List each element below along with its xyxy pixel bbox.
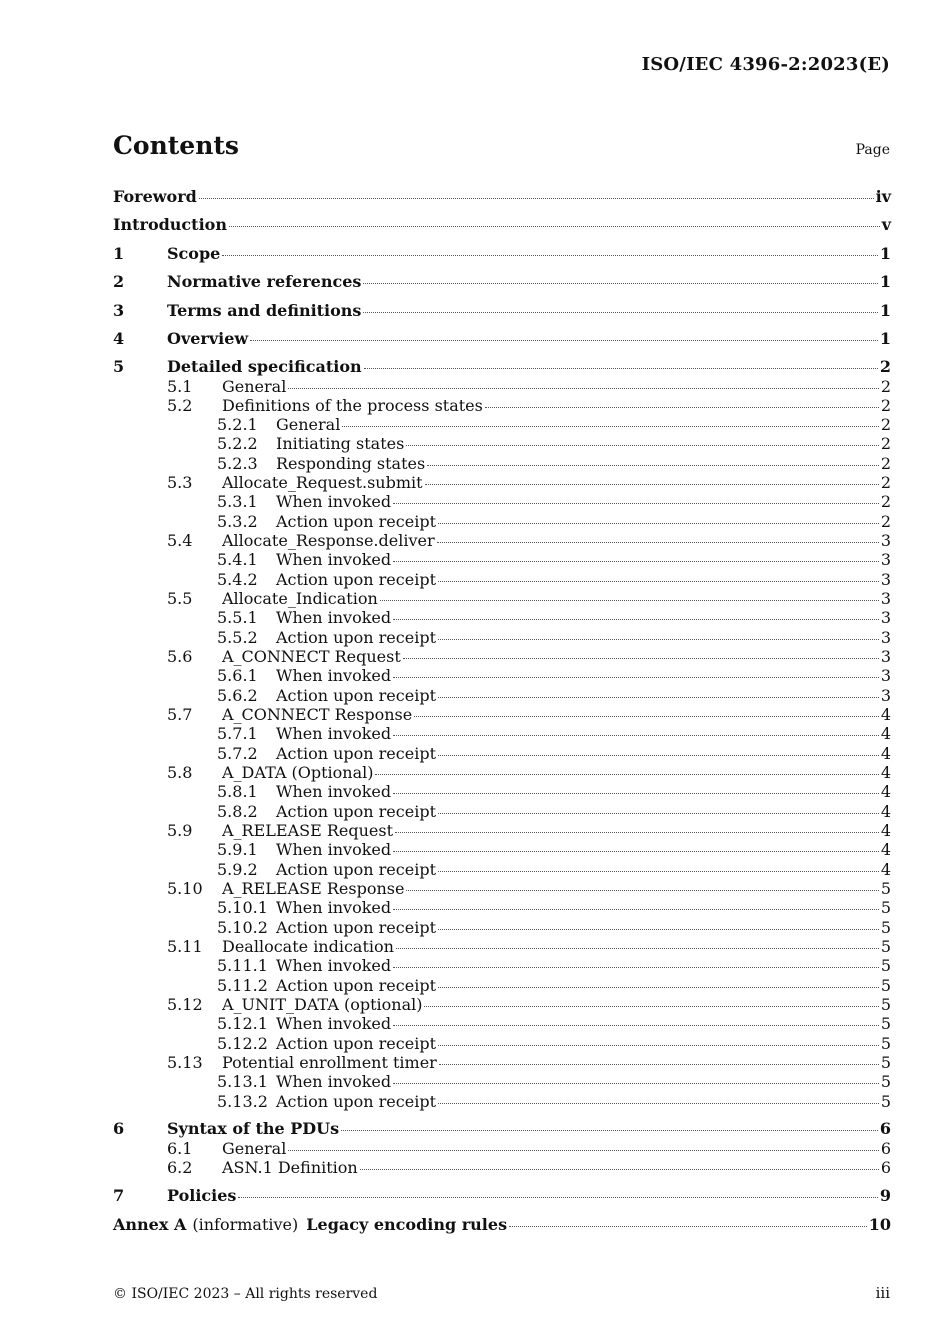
toc-entry-title: When invoked bbox=[276, 1014, 392, 1033]
toc-entry-number: 5.12.2 bbox=[217, 1034, 268, 1053]
toc-entry-number: 5.3 bbox=[167, 473, 193, 492]
toc-entry-title: General bbox=[276, 415, 341, 434]
toc-entry-title: Annex A bbox=[113, 1215, 187, 1234]
toc-entry[interactable] bbox=[113, 301, 891, 320]
toc-entry-title: Foreword bbox=[113, 187, 197, 206]
toc-entry-page: 2 bbox=[880, 454, 891, 473]
toc-entry-annex-title: Legacy encoding rules bbox=[306, 1215, 508, 1234]
toc-entry-title: A_CONNECT Request bbox=[222, 647, 401, 666]
toc-entry-page: 4 bbox=[880, 821, 891, 840]
footer-page-number: iii bbox=[875, 1284, 890, 1302]
dot-leader bbox=[363, 311, 877, 313]
dot-leader bbox=[341, 1129, 878, 1131]
toc-entry-page: 4 bbox=[880, 782, 891, 801]
toc-entry[interactable] bbox=[167, 531, 891, 550]
toc-entry-title: Terms and definitions bbox=[167, 301, 362, 320]
dot-leader bbox=[393, 618, 879, 620]
dot-leader bbox=[360, 1168, 879, 1170]
toc-entry[interactable] bbox=[167, 995, 891, 1014]
toc-entry-number: 5.13 bbox=[167, 1053, 203, 1072]
toc-entry-page: 3 bbox=[880, 628, 891, 647]
dot-leader bbox=[364, 367, 878, 369]
toc-entry-number: 5.11.2 bbox=[217, 976, 268, 995]
toc-entry-title: Syntax of the PDUs bbox=[167, 1119, 340, 1138]
toc-entry-number: 5.6 bbox=[167, 647, 193, 666]
toc-entry-number: 5.7 bbox=[167, 705, 193, 724]
toc-entry-page: 3 bbox=[880, 686, 891, 705]
toc-entry-page: 3 bbox=[880, 531, 891, 550]
toc-entry-number: 5.7.2 bbox=[217, 744, 258, 763]
toc-entry-number: 5.8 bbox=[167, 763, 193, 782]
toc-entry[interactable] bbox=[217, 454, 891, 473]
toc-entry-title: Action upon receipt bbox=[276, 512, 436, 531]
toc-entry[interactable] bbox=[167, 763, 891, 782]
toc-entry-page: 5 bbox=[880, 1034, 891, 1053]
dot-leader bbox=[222, 254, 878, 256]
page-column-label: Page bbox=[855, 142, 890, 158]
toc-entry-title: When invoked bbox=[276, 782, 392, 801]
toc-entry-number: 5.4.1 bbox=[217, 550, 258, 569]
dot-leader bbox=[437, 541, 879, 543]
dot-leader bbox=[406, 444, 879, 446]
toc-entry-title: Potential enrollment timer bbox=[222, 1053, 437, 1072]
dot-leader bbox=[229, 225, 880, 227]
toc-entry-number: 5.9 bbox=[167, 821, 193, 840]
dot-leader bbox=[424, 1005, 878, 1007]
dot-leader bbox=[425, 483, 879, 485]
toc-entry[interactable] bbox=[217, 686, 891, 705]
toc-entry-page: 3 bbox=[880, 550, 891, 569]
dot-leader bbox=[438, 1102, 879, 1104]
toc-entry-title: A_DATA (Optional) bbox=[222, 763, 374, 782]
dot-leader bbox=[363, 282, 877, 284]
toc-entry-title: Action upon receipt bbox=[276, 918, 436, 937]
toc-entry-page: 2 bbox=[880, 377, 891, 396]
toc-entry-title: ASN.1 Definition bbox=[222, 1158, 358, 1177]
toc-entry[interactable] bbox=[217, 956, 891, 975]
toc-entry-page: 4 bbox=[880, 705, 891, 724]
toc-entry-title: Detailed specification bbox=[167, 357, 362, 376]
toc-entry-annex-type: (informative) bbox=[192, 1215, 299, 1234]
toc-entry[interactable] bbox=[167, 705, 891, 724]
toc-entry[interactable] bbox=[217, 744, 891, 763]
toc-entry-title: Action upon receipt bbox=[276, 1092, 436, 1111]
toc-entry-number: 5.12.1 bbox=[217, 1014, 268, 1033]
toc-entry[interactable] bbox=[217, 434, 891, 453]
dot-leader bbox=[438, 638, 879, 640]
toc-entry[interactable] bbox=[167, 937, 891, 956]
toc-entry-number: 5.13.2 bbox=[217, 1092, 268, 1111]
toc-entry-title: Action upon receipt bbox=[276, 976, 436, 995]
toc-entry[interactable] bbox=[217, 1034, 891, 1053]
dot-leader bbox=[393, 676, 879, 678]
toc-entry[interactable] bbox=[217, 840, 891, 859]
dot-leader bbox=[414, 715, 879, 717]
toc-entry-title: General bbox=[222, 1139, 287, 1158]
toc-entry[interactable] bbox=[217, 724, 891, 743]
toc-entry-number: 5.11.1 bbox=[217, 956, 268, 975]
dot-leader bbox=[438, 870, 879, 872]
toc-entry[interactable] bbox=[217, 898, 891, 917]
toc-entry-page: 5 bbox=[880, 1092, 891, 1111]
toc-entry-page: 2 bbox=[879, 357, 891, 376]
dot-leader bbox=[438, 928, 879, 930]
toc-entry-title: A_UNIT_DATA (optional) bbox=[222, 995, 423, 1014]
dot-leader bbox=[438, 580, 879, 582]
toc-entry-number: 6.2 bbox=[167, 1158, 193, 1177]
toc-entry-number: 2 bbox=[113, 272, 125, 291]
toc-entry-page: 3 bbox=[880, 647, 891, 666]
toc-entry-title: Action upon receipt bbox=[276, 686, 436, 705]
toc-entry-title: A_RELEASE Request bbox=[222, 821, 394, 840]
toc-entry-number: 5 bbox=[113, 357, 125, 376]
toc-entry-title: Introduction bbox=[113, 215, 227, 234]
contents-title: Contents bbox=[113, 131, 240, 160]
toc-entry[interactable] bbox=[167, 1139, 891, 1158]
toc-entry-number: 5.1 bbox=[167, 377, 193, 396]
toc-entry-number: 5.10.2 bbox=[217, 918, 268, 937]
dot-leader bbox=[393, 1024, 879, 1026]
dot-leader bbox=[393, 850, 879, 852]
dot-leader bbox=[438, 812, 879, 814]
toc-entry-page: 3 bbox=[880, 608, 891, 627]
toc-entry-number: 5.3.1 bbox=[217, 492, 258, 511]
toc-entry-title: Allocate_Response.deliver bbox=[222, 531, 435, 550]
toc-entry-number: 5.2.3 bbox=[217, 454, 258, 473]
dot-leader bbox=[393, 560, 879, 562]
toc-entry[interactable] bbox=[113, 1186, 891, 1205]
toc-entry[interactable] bbox=[113, 1119, 891, 1138]
toc-entry-page: 2 bbox=[880, 415, 891, 434]
toc-entry-page: 6 bbox=[880, 1158, 891, 1177]
toc-entry-title: Allocate_Request.submit bbox=[222, 473, 423, 492]
dot-leader bbox=[288, 1149, 878, 1151]
toc-entry-number: 5.11 bbox=[167, 937, 203, 956]
toc-entry-page: 5 bbox=[880, 1072, 891, 1091]
toc-entry-number: 5.5.2 bbox=[217, 628, 258, 647]
toc-entry[interactable] bbox=[167, 377, 891, 396]
toc-entry[interactable] bbox=[113, 187, 891, 206]
toc-entry-page: iv bbox=[875, 187, 891, 206]
toc-entry-page: 1 bbox=[879, 329, 891, 348]
dot-leader bbox=[380, 599, 879, 601]
toc-entry-number: 5.10 bbox=[167, 879, 203, 898]
toc-entry-title: When invoked bbox=[276, 840, 392, 859]
toc-entry-page: 10 bbox=[868, 1215, 891, 1234]
toc-entry-title: Allocate_Indication bbox=[222, 589, 378, 608]
toc-entry-title: When invoked bbox=[276, 1072, 392, 1091]
toc-entry-title: Responding states bbox=[276, 454, 426, 473]
toc-entry-page: 2 bbox=[880, 492, 891, 511]
toc-entry[interactable] bbox=[113, 244, 891, 263]
toc-entry[interactable] bbox=[113, 357, 891, 376]
toc-entry-title: A_CONNECT Response bbox=[222, 705, 413, 724]
toc-entry-page: 2 bbox=[880, 434, 891, 453]
toc-entry-page: 9 bbox=[879, 1186, 891, 1205]
toc-entry-page: 2 bbox=[880, 473, 891, 492]
toc-entry-page: 5 bbox=[880, 918, 891, 937]
toc-entry-title: Policies bbox=[167, 1186, 237, 1205]
toc-entry-number: 5.4 bbox=[167, 531, 193, 550]
toc-entry[interactable] bbox=[167, 1053, 891, 1072]
toc-entry-title: Normative references bbox=[167, 272, 362, 291]
toc-entry-page: 3 bbox=[880, 570, 891, 589]
toc-entry-number: 5.12 bbox=[167, 995, 203, 1014]
toc-entry[interactable] bbox=[167, 396, 891, 415]
dot-leader bbox=[438, 696, 879, 698]
toc-entry[interactable] bbox=[217, 570, 891, 589]
toc-entry-page: 1 bbox=[879, 244, 891, 263]
dot-leader bbox=[427, 464, 879, 466]
toc-entry-title: When invoked bbox=[276, 492, 392, 511]
dot-leader bbox=[393, 792, 879, 794]
toc-entry-number: 5.2 bbox=[167, 396, 193, 415]
toc-entry-page: 5 bbox=[880, 976, 891, 995]
toc-entry-number: 6 bbox=[113, 1119, 125, 1138]
toc-entry[interactable] bbox=[167, 473, 891, 492]
toc-entry[interactable] bbox=[217, 860, 891, 879]
dot-leader bbox=[393, 734, 879, 736]
toc-entry-title: Definitions of the process states bbox=[222, 396, 483, 415]
dot-leader bbox=[403, 657, 879, 659]
dot-leader bbox=[485, 406, 879, 408]
toc-entry-number: 5.4.2 bbox=[217, 570, 258, 589]
toc-entry-title: Action upon receipt bbox=[276, 744, 436, 763]
toc-entry-page: 6 bbox=[879, 1119, 891, 1138]
toc-entry[interactable] bbox=[113, 272, 891, 291]
toc-entry[interactable] bbox=[113, 215, 891, 234]
toc-entry-title: When invoked bbox=[276, 956, 392, 975]
toc-entry[interactable] bbox=[217, 492, 891, 511]
dot-leader bbox=[288, 387, 878, 389]
toc-entry-page: v bbox=[881, 215, 891, 234]
toc-entry[interactable] bbox=[217, 918, 891, 937]
toc-entry-title: General bbox=[222, 377, 287, 396]
toc-entry-page: 5 bbox=[880, 898, 891, 917]
toc-entry-number: 5.9.2 bbox=[217, 860, 258, 879]
toc-entry-number: 4 bbox=[113, 329, 125, 348]
dot-leader bbox=[438, 986, 879, 988]
toc-entry[interactable] bbox=[217, 802, 891, 821]
toc-entry[interactable] bbox=[113, 1215, 891, 1234]
toc-entry[interactable] bbox=[217, 976, 891, 995]
toc-entry[interactable] bbox=[167, 879, 891, 898]
toc-entry-title: When invoked bbox=[276, 550, 392, 569]
dot-leader bbox=[396, 947, 879, 949]
toc-entry-number: 5.13.1 bbox=[217, 1072, 268, 1091]
dot-leader bbox=[438, 1044, 879, 1046]
toc-entry-page: 5 bbox=[880, 956, 891, 975]
toc-entry-title: When invoked bbox=[276, 608, 392, 627]
toc-entry-page: 4 bbox=[880, 860, 891, 879]
toc-entry-number: 5.6.1 bbox=[217, 666, 258, 685]
toc-entry-number: 3 bbox=[113, 301, 125, 320]
toc-entry[interactable] bbox=[217, 1092, 891, 1111]
toc-entry-number: 5.10.1 bbox=[217, 898, 268, 917]
dot-leader bbox=[250, 339, 878, 341]
toc-entry[interactable] bbox=[113, 329, 891, 348]
toc-entry[interactable] bbox=[217, 415, 891, 434]
toc-entry[interactable] bbox=[217, 666, 891, 685]
dot-leader bbox=[509, 1225, 867, 1227]
toc-entry-number: 5.5.1 bbox=[217, 608, 258, 627]
toc-entry-page: 1 bbox=[879, 272, 891, 291]
toc-entry-title: When invoked bbox=[276, 898, 392, 917]
toc-entry[interactable] bbox=[217, 1014, 891, 1033]
dot-leader bbox=[438, 754, 879, 756]
toc-entry-page: 5 bbox=[880, 995, 891, 1014]
toc-entry[interactable] bbox=[217, 782, 891, 801]
dot-leader bbox=[439, 1063, 879, 1065]
toc-entry-title: Deallocate indication bbox=[222, 937, 394, 956]
toc-entry-number: 5.8.2 bbox=[217, 802, 258, 821]
toc-entry-page: 1 bbox=[879, 301, 891, 320]
toc-entry-page: 4 bbox=[880, 802, 891, 821]
toc-entry-page: 5 bbox=[880, 937, 891, 956]
toc-entry-page: 4 bbox=[880, 840, 891, 859]
toc-entry[interactable] bbox=[217, 512, 891, 531]
toc-entry-number: 5.8.1 bbox=[217, 782, 258, 801]
dot-leader bbox=[393, 966, 879, 968]
toc-entry[interactable] bbox=[217, 1072, 891, 1091]
dot-leader bbox=[393, 908, 879, 910]
dot-leader bbox=[199, 197, 874, 199]
dot-leader bbox=[395, 831, 879, 833]
toc-entry-page: 2 bbox=[880, 512, 891, 531]
toc-entry-title: Action upon receipt bbox=[276, 628, 436, 647]
toc-entry-page: 3 bbox=[880, 589, 891, 608]
toc-entry-page: 6 bbox=[880, 1139, 891, 1158]
toc-entry-page: 4 bbox=[880, 744, 891, 763]
toc-entry-number: 1 bbox=[113, 244, 125, 263]
dot-leader bbox=[406, 889, 878, 891]
toc-entry[interactable] bbox=[167, 647, 891, 666]
toc-entry[interactable] bbox=[167, 821, 891, 840]
dot-leader bbox=[375, 773, 878, 775]
toc-entry-title: Action upon receipt bbox=[276, 570, 436, 589]
toc-entry[interactable] bbox=[217, 550, 891, 569]
header-standard-id: ISO/IEC 4396-2:2023(E) bbox=[641, 54, 890, 75]
toc-entry-number: 5.2.1 bbox=[217, 415, 258, 434]
footer-copyright: © ISO/IEC 2023 – All rights reserved bbox=[113, 1286, 378, 1302]
toc-entry-page: 5 bbox=[880, 1014, 891, 1033]
toc-entry-title: When invoked bbox=[276, 724, 392, 743]
toc-entry-number: 7 bbox=[113, 1186, 125, 1205]
toc-entry-page: 5 bbox=[880, 1053, 891, 1072]
toc-entry-title: Action upon receipt bbox=[276, 860, 436, 879]
toc-entry-page: 4 bbox=[880, 724, 891, 743]
toc-entry-number: 6.1 bbox=[167, 1139, 193, 1158]
toc-entry-number: 5.3.2 bbox=[217, 512, 258, 531]
toc-entry-page: 5 bbox=[880, 879, 891, 898]
dot-leader bbox=[438, 522, 879, 524]
dot-leader bbox=[393, 1082, 879, 1084]
toc-entry-page: 3 bbox=[880, 666, 891, 685]
toc-entry-page: 4 bbox=[880, 763, 891, 782]
toc-entry-title: Overview bbox=[167, 329, 249, 348]
toc-entry-title: Action upon receipt bbox=[276, 1034, 436, 1053]
dot-leader bbox=[238, 1196, 877, 1198]
toc-entry-number: 5.5 bbox=[167, 589, 193, 608]
dot-leader bbox=[342, 425, 878, 427]
toc-entry-title: When invoked bbox=[276, 666, 392, 685]
toc-entry-title: A_RELEASE Response bbox=[222, 879, 405, 898]
toc-entry[interactable] bbox=[217, 608, 891, 627]
toc-entry-title: Action upon receipt bbox=[276, 802, 436, 821]
toc-entry-number: 5.6.2 bbox=[217, 686, 258, 705]
toc-entry-page: 2 bbox=[880, 396, 891, 415]
toc-entry-number: 5.9.1 bbox=[217, 840, 258, 859]
toc-entry[interactable] bbox=[167, 589, 891, 608]
toc-entry-number: 5.2.2 bbox=[217, 434, 258, 453]
toc-entry-number: 5.7.1 bbox=[217, 724, 258, 743]
toc-entry-title: Scope bbox=[167, 244, 221, 263]
dot-leader bbox=[393, 502, 879, 504]
toc-entry-title: Initiating states bbox=[276, 434, 405, 453]
toc-entry[interactable] bbox=[217, 628, 891, 647]
toc-entry[interactable] bbox=[167, 1158, 891, 1177]
